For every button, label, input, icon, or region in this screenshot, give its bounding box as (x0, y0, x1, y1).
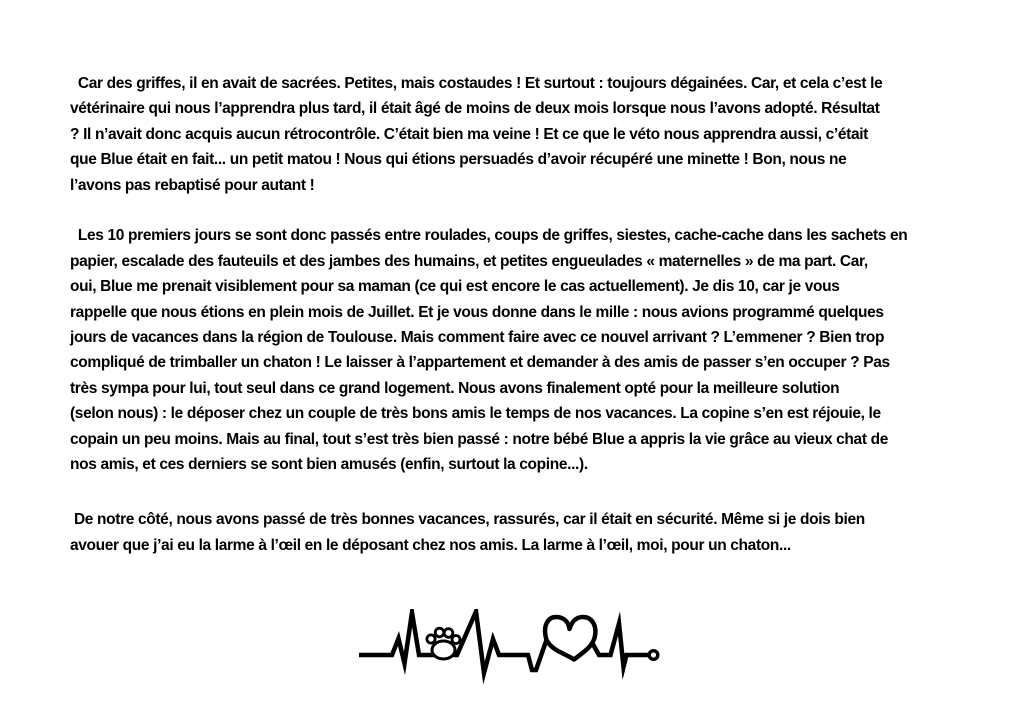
text-line: papier, escalade des fauteuils et des jambes des humains, et petites engueulades « maternelles » de ma part. Car, (70, 252, 868, 270)
text-line: Car des griffes, il en avait de sacrées. Petites, mais costaudes ! Et surtout : toujours dégainées. Car, et cela c’est le (70, 75, 883, 92)
paragraph (70, 71, 960, 198)
text-line: Les 10 premiers jours se sont donc passés entre roulades, coups de griffes, siestes, cache-cache dans les sachets en (70, 227, 908, 245)
text-line: oui, Blue me prenait visiblement pour sa maman (ce qui est encore le cas actuellement). Je dis 10, car je vous (70, 278, 840, 296)
heart-icon (545, 617, 595, 660)
paragraph (70, 507, 960, 558)
text-line: copain un peu moins. Mais au final, tout s’est très bien passé : notre bébé Blue a appris la vie grâce au vieux chat de (70, 430, 888, 448)
text-line: rappelle que nous étions en plein mois de Juillet. Et je vous donne dans le mille : nous avions programmé quelques (70, 303, 884, 321)
paragraph (70, 223, 960, 477)
heartbeat-decoration (356, 609, 662, 693)
text-line: jours de vacances dans la région de Toulouse. Mais comment faire avec ce nouvel arrivant ? L’emmener ? Bien trop (70, 329, 885, 347)
text-line: nos amis, et ces derniers se sont bien amusés (enfin, surtout la copine...). (70, 456, 588, 474)
text-line: De notre côté, nous avons passé de très bonnes vacances, rassurés, car il était en sécurité. Même si je dois bien (70, 511, 865, 529)
ekg-line-right (592, 624, 649, 668)
line-end-circle-icon (649, 651, 658, 660)
text-line: vétérinaire qui nous l’apprendra plus tard, il était âgé de moins de deux mois lorsque nous l’avons adopté. Résultat (70, 100, 880, 118)
paw-print-icon (427, 628, 460, 659)
article-text (70, 71, 960, 584)
text-line: que Blue était en fait... un petit matou ! Nous qui étions persuadés d’avoir récupéré une minette ! Bon, nous ne (70, 151, 847, 169)
heartbeat-paw-heart-graphic (356, 609, 662, 693)
text-line: (selon nous) : le déposer chez un couple de très bons amis le temps de nos vacances. La copine s’en est réjouie, le (70, 405, 881, 423)
text-line: l’avons pas rebaptisé pour autant ! (70, 176, 315, 194)
text-line: compliqué de trimballer un chaton ! Le laisser à l’appartement et demander à des amis de passer s’en occuper ? Pas (70, 354, 890, 372)
text-line: avouer que j’ai eu la larme à l’œil en le déposant chez nos amis. La larme à l’œil, moi, pour un chaton... (70, 536, 791, 554)
text-line: ? Il n’avait donc acquis aucun rétrocontrôle. C’était bien ma veine ! Et ce que le véto nous apprendra aussi, c’était (70, 125, 868, 143)
text-line: très sympa pour lui, tout seul dans ce grand logement. Nous avons finalement opté pour la meilleure solution (70, 379, 840, 397)
